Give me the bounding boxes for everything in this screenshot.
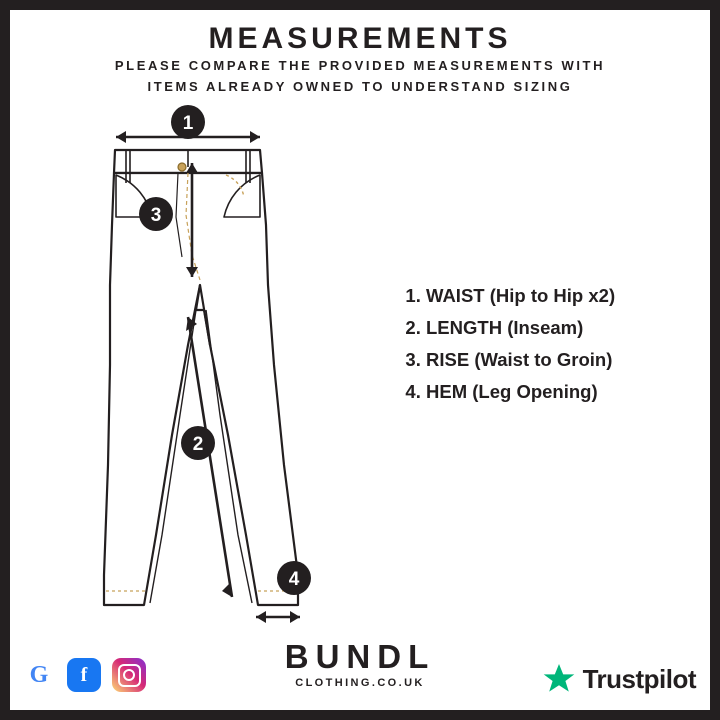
legend-item-waist: 1. WAIST (Hip to Hip x2) xyxy=(426,285,690,307)
subtitle-line-1: PLEASE COMPARE THE PROVIDED MEASUREMENTS WITH xyxy=(114,58,606,73)
jeans-body-shape xyxy=(104,173,298,605)
subtitle-line-2: ITEMS ALREADY OWNED TO UNDERSTAND SIZING xyxy=(147,79,573,94)
arrowhead-waist-left xyxy=(116,131,126,143)
svg-text:4: 4 xyxy=(288,569,300,590)
arrowhead-hem-left xyxy=(256,611,266,623)
social-links xyxy=(22,658,146,692)
instagram-icon[interactable] xyxy=(112,658,146,692)
legend-item-rise: 3. RISE (Waist to Groin) xyxy=(426,349,690,371)
marker-4 xyxy=(277,561,311,595)
frame-border-right xyxy=(710,0,720,720)
arrowhead-waist-right xyxy=(250,131,260,143)
frame-border-top xyxy=(0,0,720,10)
svg-text:3: 3 xyxy=(150,205,162,226)
page-title: MEASUREMENTS xyxy=(208,22,512,55)
measurement-legend xyxy=(400,285,690,413)
marker-2 xyxy=(181,426,215,460)
trustpilot-label: Trustpilot xyxy=(582,663,696,694)
legend-item-hem: 4. HEM (Leg Opening) xyxy=(426,381,690,403)
legend-item-length: 2. LENGTH (Inseam) xyxy=(426,317,690,339)
frame-border-bottom xyxy=(0,710,720,720)
brand-logo xyxy=(250,640,470,689)
trustpilot-logo[interactable] xyxy=(542,662,696,696)
marker-3 xyxy=(139,197,173,231)
trustpilot-star-icon xyxy=(542,662,576,696)
svg-text:2: 2 xyxy=(192,434,204,455)
google-icon[interactable]: G xyxy=(22,658,56,692)
waist-button xyxy=(178,163,186,171)
jeans-diagram xyxy=(60,105,380,625)
brand-subtitle: CLOTHING.CO.UK xyxy=(295,677,425,689)
facebook-icon[interactable]: f xyxy=(67,658,101,692)
marker-1 xyxy=(171,105,205,139)
arrowhead-hem-right xyxy=(290,611,300,623)
svg-text:1: 1 xyxy=(182,113,194,134)
brand-name: BUNDL xyxy=(284,638,436,675)
page-subtitle xyxy=(60,55,660,97)
instagram-camera-glyph xyxy=(118,664,141,687)
frame-border-left xyxy=(0,0,10,720)
